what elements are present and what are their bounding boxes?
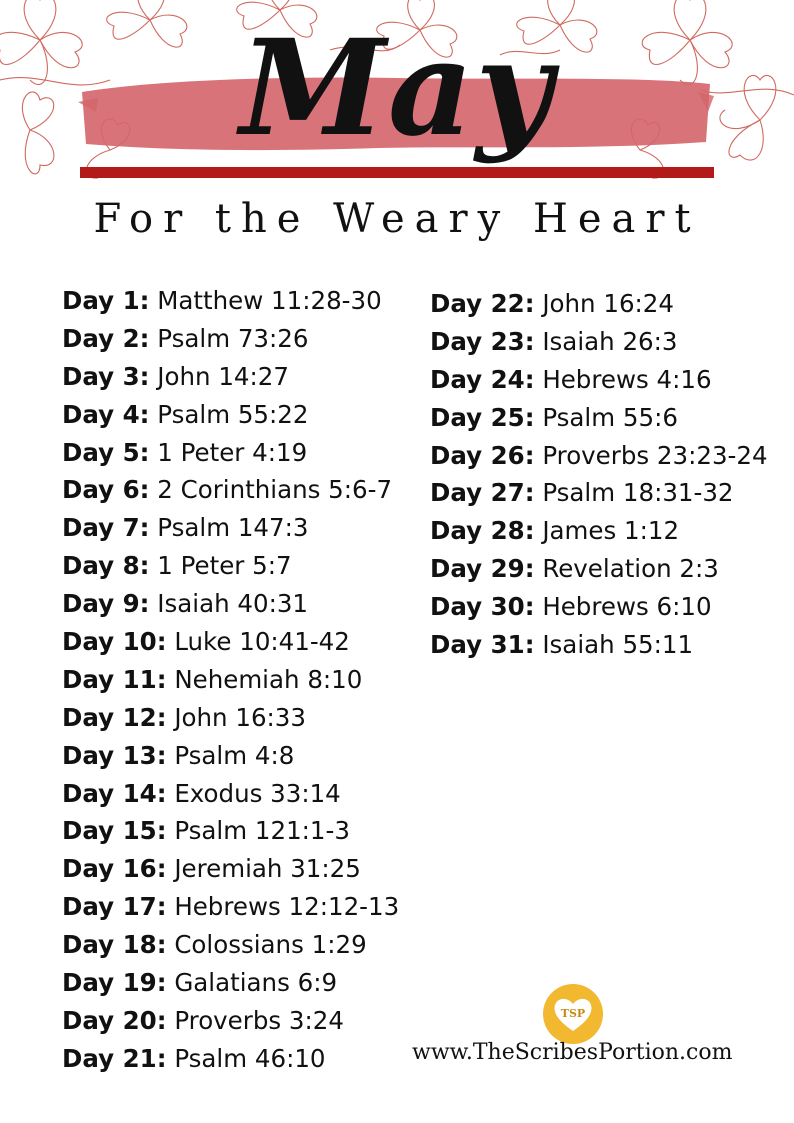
verse-reference: Hebrews 12:12-13 <box>174 892 400 922</box>
verse-reference: Proverbs 3:24 <box>174 1005 344 1035</box>
day-label: Day 11: <box>62 664 167 694</box>
verse-reference: 1 Peter 5:7 <box>157 551 292 581</box>
day-label: Day 7: <box>62 513 150 543</box>
verse-reference: Isaiah 55:11 <box>542 630 694 660</box>
verse-reference: James 1:12 <box>542 516 680 546</box>
reading-entry <box>62 358 399 396</box>
reading-entry <box>62 434 399 472</box>
day-label: Day 18: <box>62 930 167 960</box>
day-label: Day 24: <box>430 364 535 394</box>
reading-entry <box>62 737 399 775</box>
verse-reference: Exodus 33:14 <box>174 778 341 808</box>
logo-text: TSP <box>560 1007 586 1020</box>
verse-reference: Psalm 55:6 <box>542 402 678 432</box>
day-label: Day 8: <box>62 551 150 581</box>
day-label: Day 3: <box>62 361 150 391</box>
verse-reference: Hebrews 4:16 <box>542 364 712 394</box>
reading-entry <box>62 1002 399 1040</box>
day-label: Day 29: <box>430 554 535 584</box>
reading-entry <box>62 888 399 926</box>
reading-entry <box>62 547 399 585</box>
reading-entry <box>62 320 399 358</box>
day-label: Day 28: <box>430 516 535 546</box>
website-link[interactable]: www.TheScribesPortion.com <box>412 1040 733 1065</box>
reading-entry <box>430 626 768 664</box>
verse-reference: Isaiah 26:3 <box>542 326 678 356</box>
verse-reference: Psalm 18:31-32 <box>542 478 734 508</box>
day-label: Day 13: <box>62 740 167 770</box>
day-label: Day 5: <box>62 437 150 467</box>
day-label: Day 20: <box>62 1005 167 1035</box>
reading-entry <box>62 775 399 813</box>
reading-entry <box>62 699 399 737</box>
reading-entry <box>62 661 399 699</box>
day-label: Day 14: <box>62 778 167 808</box>
day-label: Day 6: <box>62 475 150 505</box>
verse-reference: Isaiah 40:31 <box>157 589 309 619</box>
heart-logo-icon <box>543 984 603 1044</box>
month-title: May <box>239 11 555 166</box>
reading-entry <box>430 399 768 437</box>
day-label: Day 4: <box>62 399 150 429</box>
verse-reference: Jeremiah 31:25 <box>174 854 361 884</box>
verse-reference: Psalm 46:10 <box>174 1043 326 1073</box>
reading-entry <box>430 437 768 475</box>
reading-entry <box>430 285 768 323</box>
reading-entry <box>430 323 768 361</box>
reading-entry <box>62 964 399 1002</box>
verse-reference: Matthew 11:28-30 <box>157 286 382 315</box>
reading-entry <box>430 550 768 588</box>
verse-reference: Hebrews 6:10 <box>542 592 712 622</box>
verse-reference: Psalm 147:3 <box>157 513 309 543</box>
day-label: Day 22: <box>430 289 535 318</box>
day-label: Day 25: <box>430 402 535 432</box>
verse-reference: John 16:24 <box>542 289 674 318</box>
day-label: Day 10: <box>62 627 167 657</box>
day-label: Day 31: <box>430 630 535 660</box>
verse-reference: John 14:27 <box>157 361 289 391</box>
verse-reference: Psalm 73:26 <box>157 323 309 353</box>
reading-entry <box>430 512 768 550</box>
verse-reference: Colossians 1:29 <box>174 930 367 960</box>
reading-entry <box>430 588 768 626</box>
day-label: Day 26: <box>430 440 535 470</box>
day-label: Day 16: <box>62 854 167 884</box>
verse-reference: 2 Corinthians 5:6-7 <box>157 475 393 505</box>
verse-reference: Psalm 4:8 <box>174 740 295 770</box>
reading-entry <box>62 812 399 850</box>
day-label: Day 21: <box>62 1043 167 1073</box>
day-label: Day 23: <box>430 326 535 356</box>
day-label: Day 17: <box>62 892 167 922</box>
verse-reference: Nehemiah 8:10 <box>174 664 363 694</box>
reading-entry <box>62 509 399 547</box>
day-label: Day 19: <box>62 968 167 998</box>
page-subtitle: For the Weary Heart <box>93 196 701 242</box>
reading-entry <box>62 1040 399 1078</box>
day-label: Day 12: <box>62 702 167 732</box>
reading-entry <box>62 623 399 661</box>
verse-reference: Proverbs 23:23-24 <box>542 440 768 470</box>
title-underline-bar <box>80 167 714 178</box>
day-label: Day 30: <box>430 592 535 622</box>
verse-reference: 1 Peter 4:19 <box>157 437 308 467</box>
verse-reference: John 16:33 <box>174 702 306 732</box>
reading-entry <box>62 396 399 434</box>
reading-entry <box>430 474 768 512</box>
reading-entry <box>62 471 399 509</box>
day-label: Day 27: <box>430 478 535 508</box>
reading-entry <box>62 926 399 964</box>
reading-entry <box>430 361 768 399</box>
verse-reference: Revelation 2:3 <box>542 554 719 584</box>
day-label: Day 15: <box>62 816 167 846</box>
day-label: Day 1: <box>62 286 150 315</box>
day-label: Day 9: <box>62 589 150 619</box>
verse-reference: Luke 10:41-42 <box>174 627 350 657</box>
verse-reference: Psalm 121:1-3 <box>174 816 350 846</box>
reading-entry <box>62 282 399 320</box>
reading-entry <box>62 850 399 888</box>
day-label: Day 2: <box>62 323 150 353</box>
readings-column-left <box>62 282 399 1078</box>
verse-reference: Psalm 55:22 <box>157 399 309 429</box>
readings-column-right <box>430 285 768 664</box>
verse-reference: Galatians 6:9 <box>174 968 338 998</box>
reading-entry <box>62 585 399 623</box>
